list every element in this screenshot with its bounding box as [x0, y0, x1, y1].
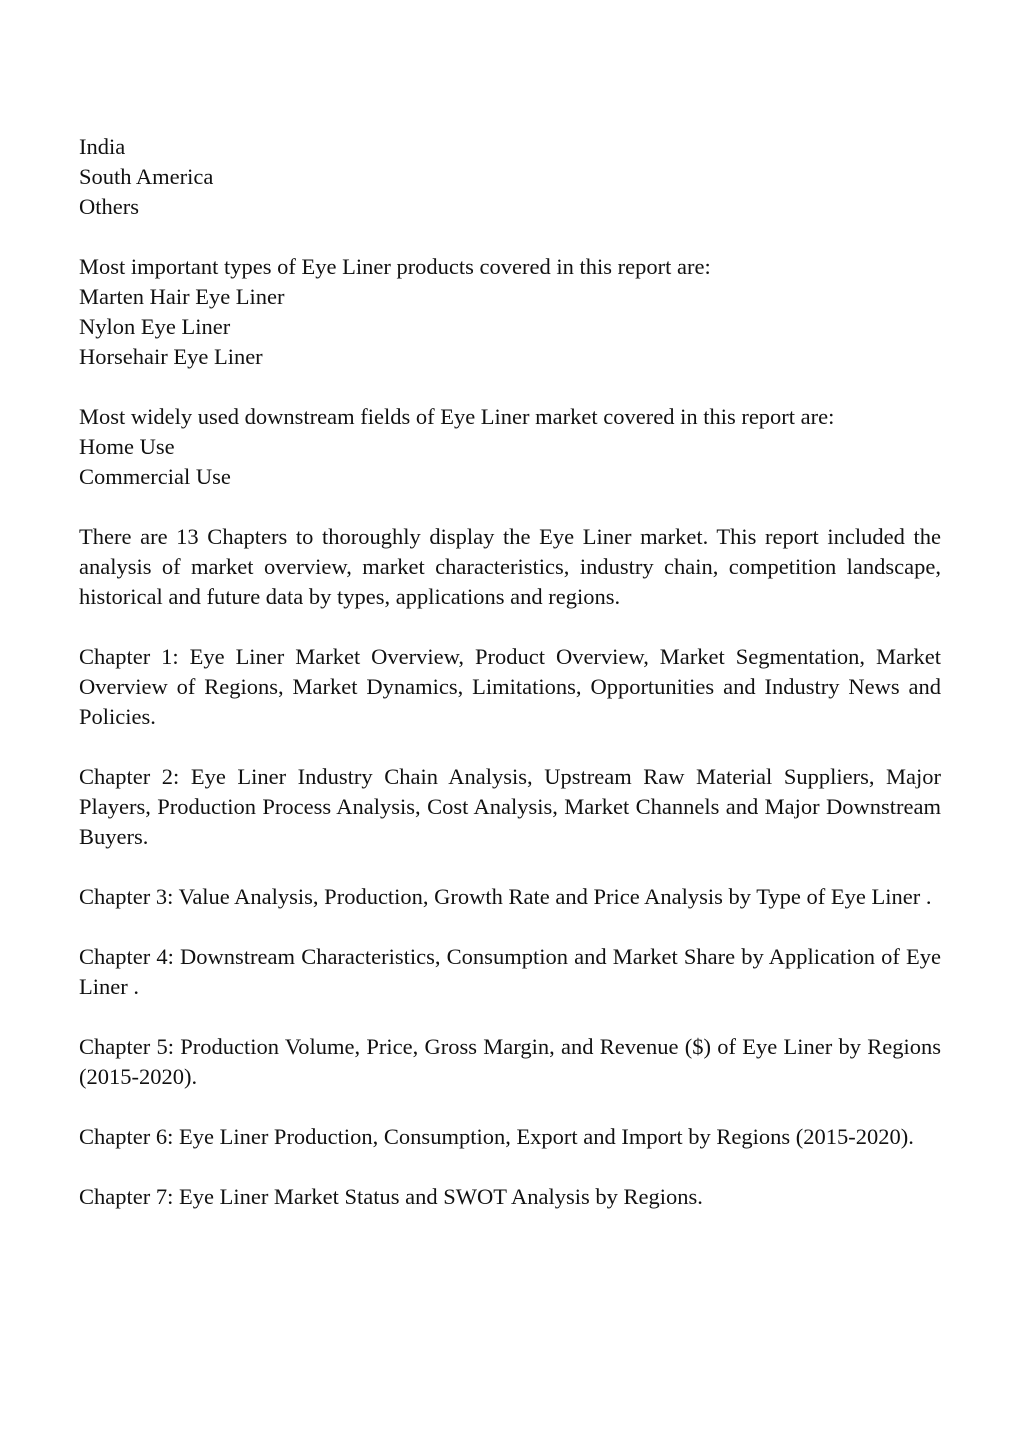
chapter-paragraph: Chapter 1: Eye Liner Market Overview, Product Overview, Market Segmentation, Market Overview of Regions, Market Dynamics, Limitations, Opportunities and Industry News and Policies.	[79, 644, 941, 729]
applications-intro: Most widely used downstream fields of Eye Liner market covered in this report are:	[79, 404, 835, 429]
applications-section	[79, 402, 941, 492]
chapter-paragraph: Chapter 5: Production Volume, Price, Gross Margin, and Revenue ($) of Eye Liner by Regions (2015-2020).	[79, 1034, 941, 1089]
list-item: India	[79, 134, 126, 159]
list-item: Others	[79, 194, 139, 219]
types-intro: Most important types of Eye Liner products covered in this report are:	[79, 254, 711, 279]
chapter-paragraph: Chapter 3: Value Analysis, Production, Growth Rate and Price Analysis by Type of Eye Liner .	[79, 884, 932, 909]
document-page	[79, 132, 941, 1242]
list-item: Home Use	[79, 434, 175, 459]
chapter-paragraph: Chapter 6: Eye Liner Production, Consumption, Export and Import by Regions (2015-2020).	[79, 1124, 914, 1149]
regions-list	[79, 132, 941, 222]
overview-paragraph: There are 13 Chapters to thoroughly display the Eye Liner market. This report included the analysis of market overview, market characteristics, industry chain, competition landscape, historical and future data by types, applications and regions.	[79, 524, 941, 609]
list-item: Horsehair Eye Liner	[79, 344, 263, 369]
chapter-paragraph: Chapter 7: Eye Liner Market Status and SWOT Analysis by Regions.	[79, 1184, 703, 1209]
list-item: Marten Hair Eye Liner	[79, 284, 285, 309]
list-item: South America	[79, 164, 214, 189]
list-item: Commercial Use	[79, 464, 231, 489]
chapter-paragraph: Chapter 2: Eye Liner Industry Chain Analysis, Upstream Raw Material Suppliers, Major Players, Production Process Analysis, Cost Analysis, Market Channels and Major Downstream Buyers.	[79, 764, 941, 849]
chapter-paragraph: Chapter 4: Downstream Characteristics, Consumption and Market Share by Application of Eye Liner .	[79, 944, 941, 999]
list-item: Nylon Eye Liner	[79, 314, 231, 339]
types-section	[79, 252, 941, 372]
